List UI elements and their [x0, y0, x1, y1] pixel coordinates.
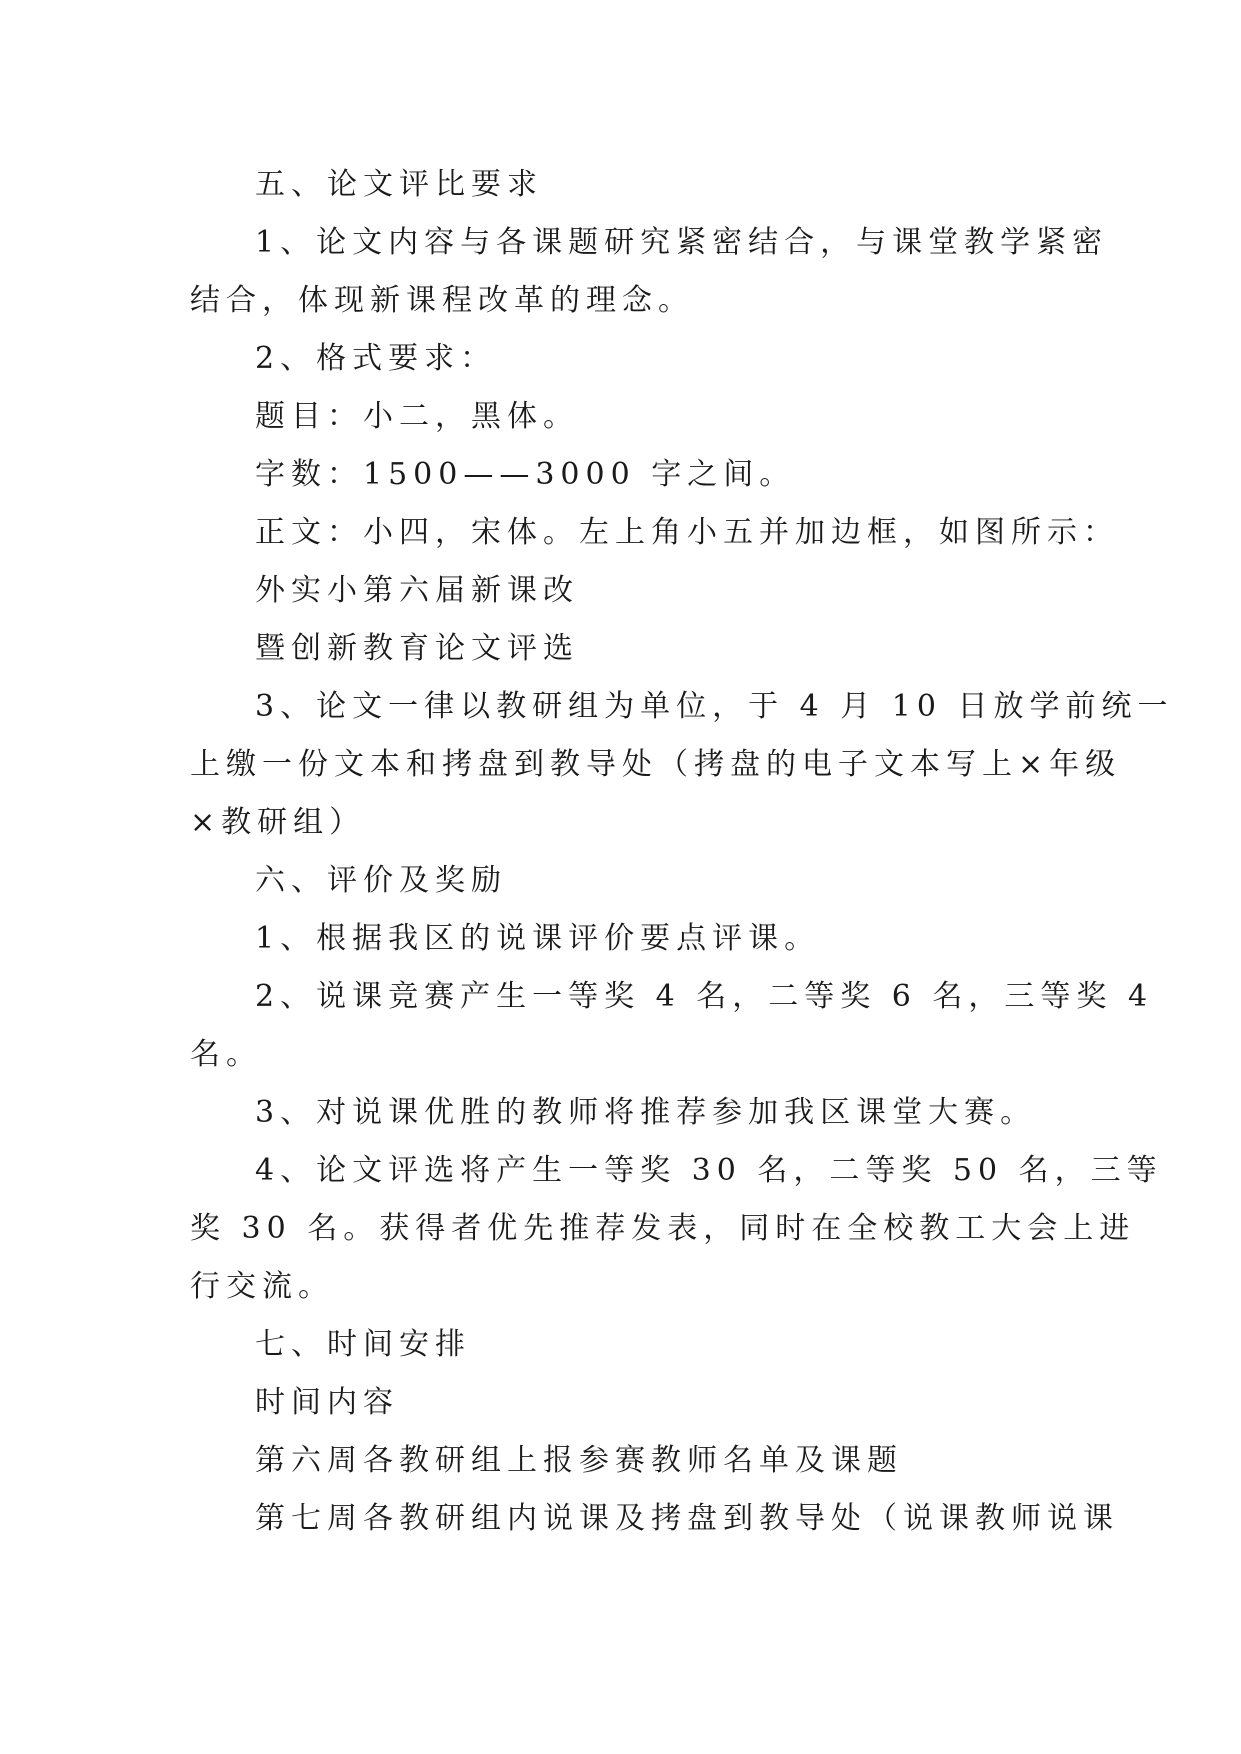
paragraph-line: 名。 — [190, 1037, 262, 1072]
paragraph-line: 第六周各教研组上报参赛教师名单及课题 — [255, 1443, 903, 1478]
paragraph-line: 第七周各教研组内说课及拷盘到教导处（说课教师说课 — [255, 1501, 1119, 1536]
section-heading-5: 五、论文评比要求 — [255, 167, 543, 202]
paragraph-line: 时间内容 — [255, 1385, 399, 1420]
paragraph-line: 4、论文评选将产生一等奖 30 名，二等奖 50 名，三等 — [255, 1153, 1163, 1188]
paragraph-line: 题目：小二，黑体。 — [255, 399, 579, 434]
paragraph-line: 暨创新教育论文评选 — [255, 631, 579, 666]
section-heading-7: 七、时间安排 — [255, 1327, 471, 1362]
section-heading-6: 六、评价及奖励 — [255, 863, 507, 898]
paragraph-line: 1、论文内容与各课题研究紧密结合，与课堂教学紧密 — [255, 225, 1109, 260]
paragraph-line: 正文：小四，宋体。左上角小五并加边框，如图所示： — [255, 515, 1119, 550]
paragraph-line: 外实小第六届新课改 — [255, 573, 579, 608]
paragraph-line: 3、论文一律以教研组为单位，于 4 月 10 日放学前统一 — [255, 689, 1174, 724]
paragraph-line: 结合，体现新课程改革的理念。 — [190, 283, 694, 318]
paragraph-line: 2、说课竞赛产生一等奖 4 名，二等奖 6 名，三等奖 4 — [255, 979, 1154, 1014]
paragraph-line: 行交流。 — [190, 1269, 334, 1304]
paragraph-line: ×教研组） — [190, 805, 366, 840]
paragraph-line: 3、对说课优胜的教师将推荐参加我区课堂大赛。 — [255, 1095, 1037, 1130]
paragraph-line: 字数：1500——3000 字之间。 — [255, 457, 796, 492]
paragraph-line: 1、根据我区的说课评价要点评课。 — [255, 921, 821, 956]
paragraph-line: 奖 30 名。获得者优先推荐发表，同时在全校教工大会上进 — [190, 1211, 1136, 1246]
paragraph-line: 2、格式要求： — [255, 341, 497, 376]
paragraph-line: 上缴一份文本和拷盘到教导处（拷盘的电子文本写上×年级 — [190, 747, 1122, 782]
